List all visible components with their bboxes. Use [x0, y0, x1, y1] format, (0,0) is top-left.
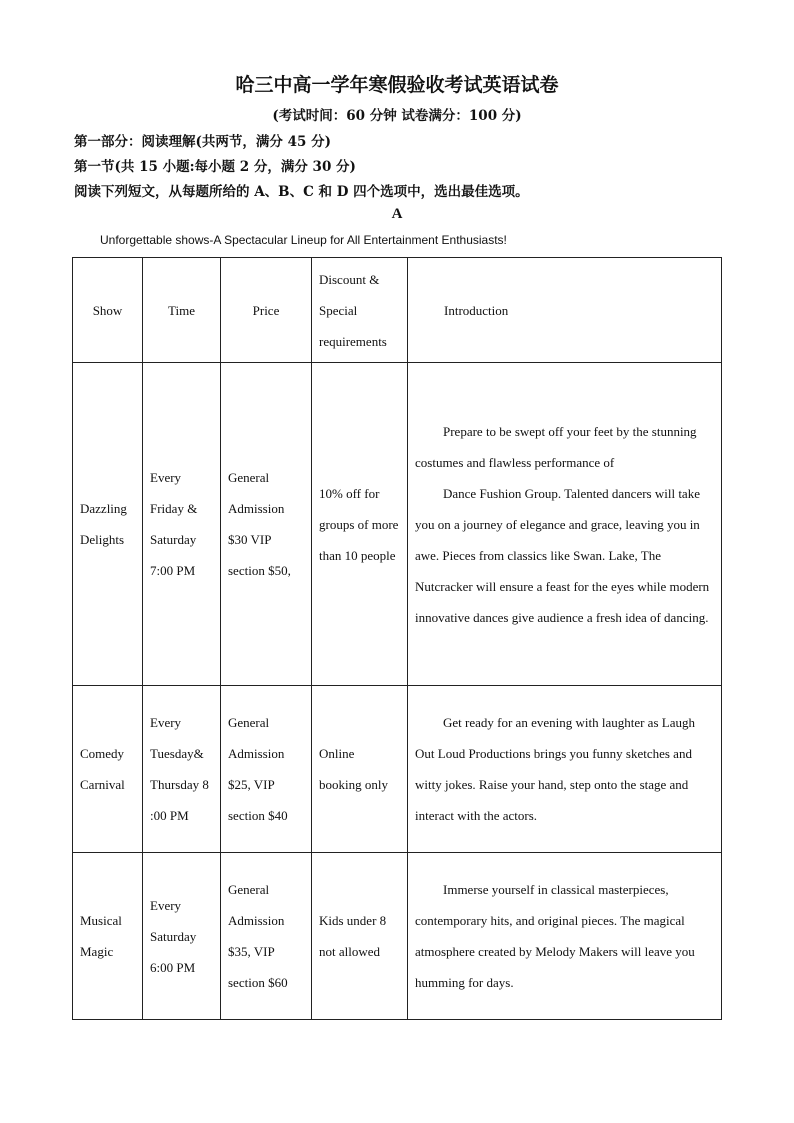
- header-price: Price: [221, 258, 312, 363]
- intro-paragraph: Prepare to be swept off your feet by the stunning costumes and flawless performance of: [415, 423, 697, 470]
- cell-price: General Admission $35, VIP section $60: [221, 853, 312, 1020]
- cell-discount: Kids under 8 not allowed: [312, 853, 408, 1020]
- cell-price: General Admission $25, VIP section $40: [221, 686, 312, 853]
- header-discount: Discount & Special requirements: [312, 258, 408, 363]
- table-row: [73, 853, 722, 1020]
- cell-time: Every Tuesday& Thursday 8 :00 PM: [143, 686, 221, 853]
- passage-letter: A: [391, 206, 403, 222]
- table-row: [73, 686, 722, 853]
- shows-table: [72, 257, 722, 1020]
- cell-introduction: [408, 686, 722, 853]
- cell-show: Musical Magic: [73, 853, 143, 1020]
- cell-show: Dazzling Delights: [73, 363, 143, 686]
- header-time: Time: [143, 258, 221, 363]
- cell-time: Every Friday & Saturday 7:00 PM: [143, 363, 221, 686]
- table-row: [73, 363, 722, 686]
- cell-discount: Online booking only: [312, 686, 408, 853]
- instruction-text: 阅读下列短文，从每题所给的 A、B、C 和 D 四个选项中，选出最佳选项。: [74, 184, 529, 200]
- cell-show: Comedy Carnival: [73, 686, 143, 853]
- intro-paragraph: Immerse yourself in classical masterpieces, contemporary hits, and original pieces. The magical atmosphere created by Melody Makers will leave you humming for days.: [415, 882, 695, 990]
- cell-discount: 10% off for groups of more than 10 people: [312, 363, 408, 686]
- header-show: Show: [73, 258, 143, 363]
- intro-paragraph: Dance Fushion Group. Talented dancers will take you on a journey of elegance and grace, leaving you in awe. Pieces from classics like Swan. Lake, The Nutcracker will ensure a feast for the eyes while modern innovative dances give audience a fresh idea of dancing.: [415, 485, 710, 625]
- exam-subtitle: (考试时间：60 分钟 试卷满分：100 分): [272, 108, 522, 124]
- cell-introduction: [408, 363, 722, 686]
- exam-title: 哈三中高一学年寒假验收考试英语试卷: [235, 74, 559, 96]
- section-heading: 第一节(共 15 小题:每小题 2 分，满分 30 分): [74, 159, 356, 175]
- cell-price: General Admission $30 VIP section $50,: [221, 363, 312, 686]
- part-heading: 第一部分：阅读理解(共两节，满分 45 分): [74, 134, 331, 150]
- cell-time: Every Saturday 6:00 PM: [143, 853, 221, 1020]
- header-introduction: Introduction: [408, 258, 722, 363]
- cell-introduction: [408, 853, 722, 1020]
- intro-paragraph: Get ready for an evening with laughter as Laugh Out Loud Productions brings you funny sketches and witty jokes. Raise your hand, step onto the stage and interact with the actors.: [415, 715, 695, 823]
- passage-title: Unforgettable shows-A Spectacular Lineup for All Entertainment Enthusiasts!: [100, 233, 507, 247]
- table-header-row: [73, 258, 722, 363]
